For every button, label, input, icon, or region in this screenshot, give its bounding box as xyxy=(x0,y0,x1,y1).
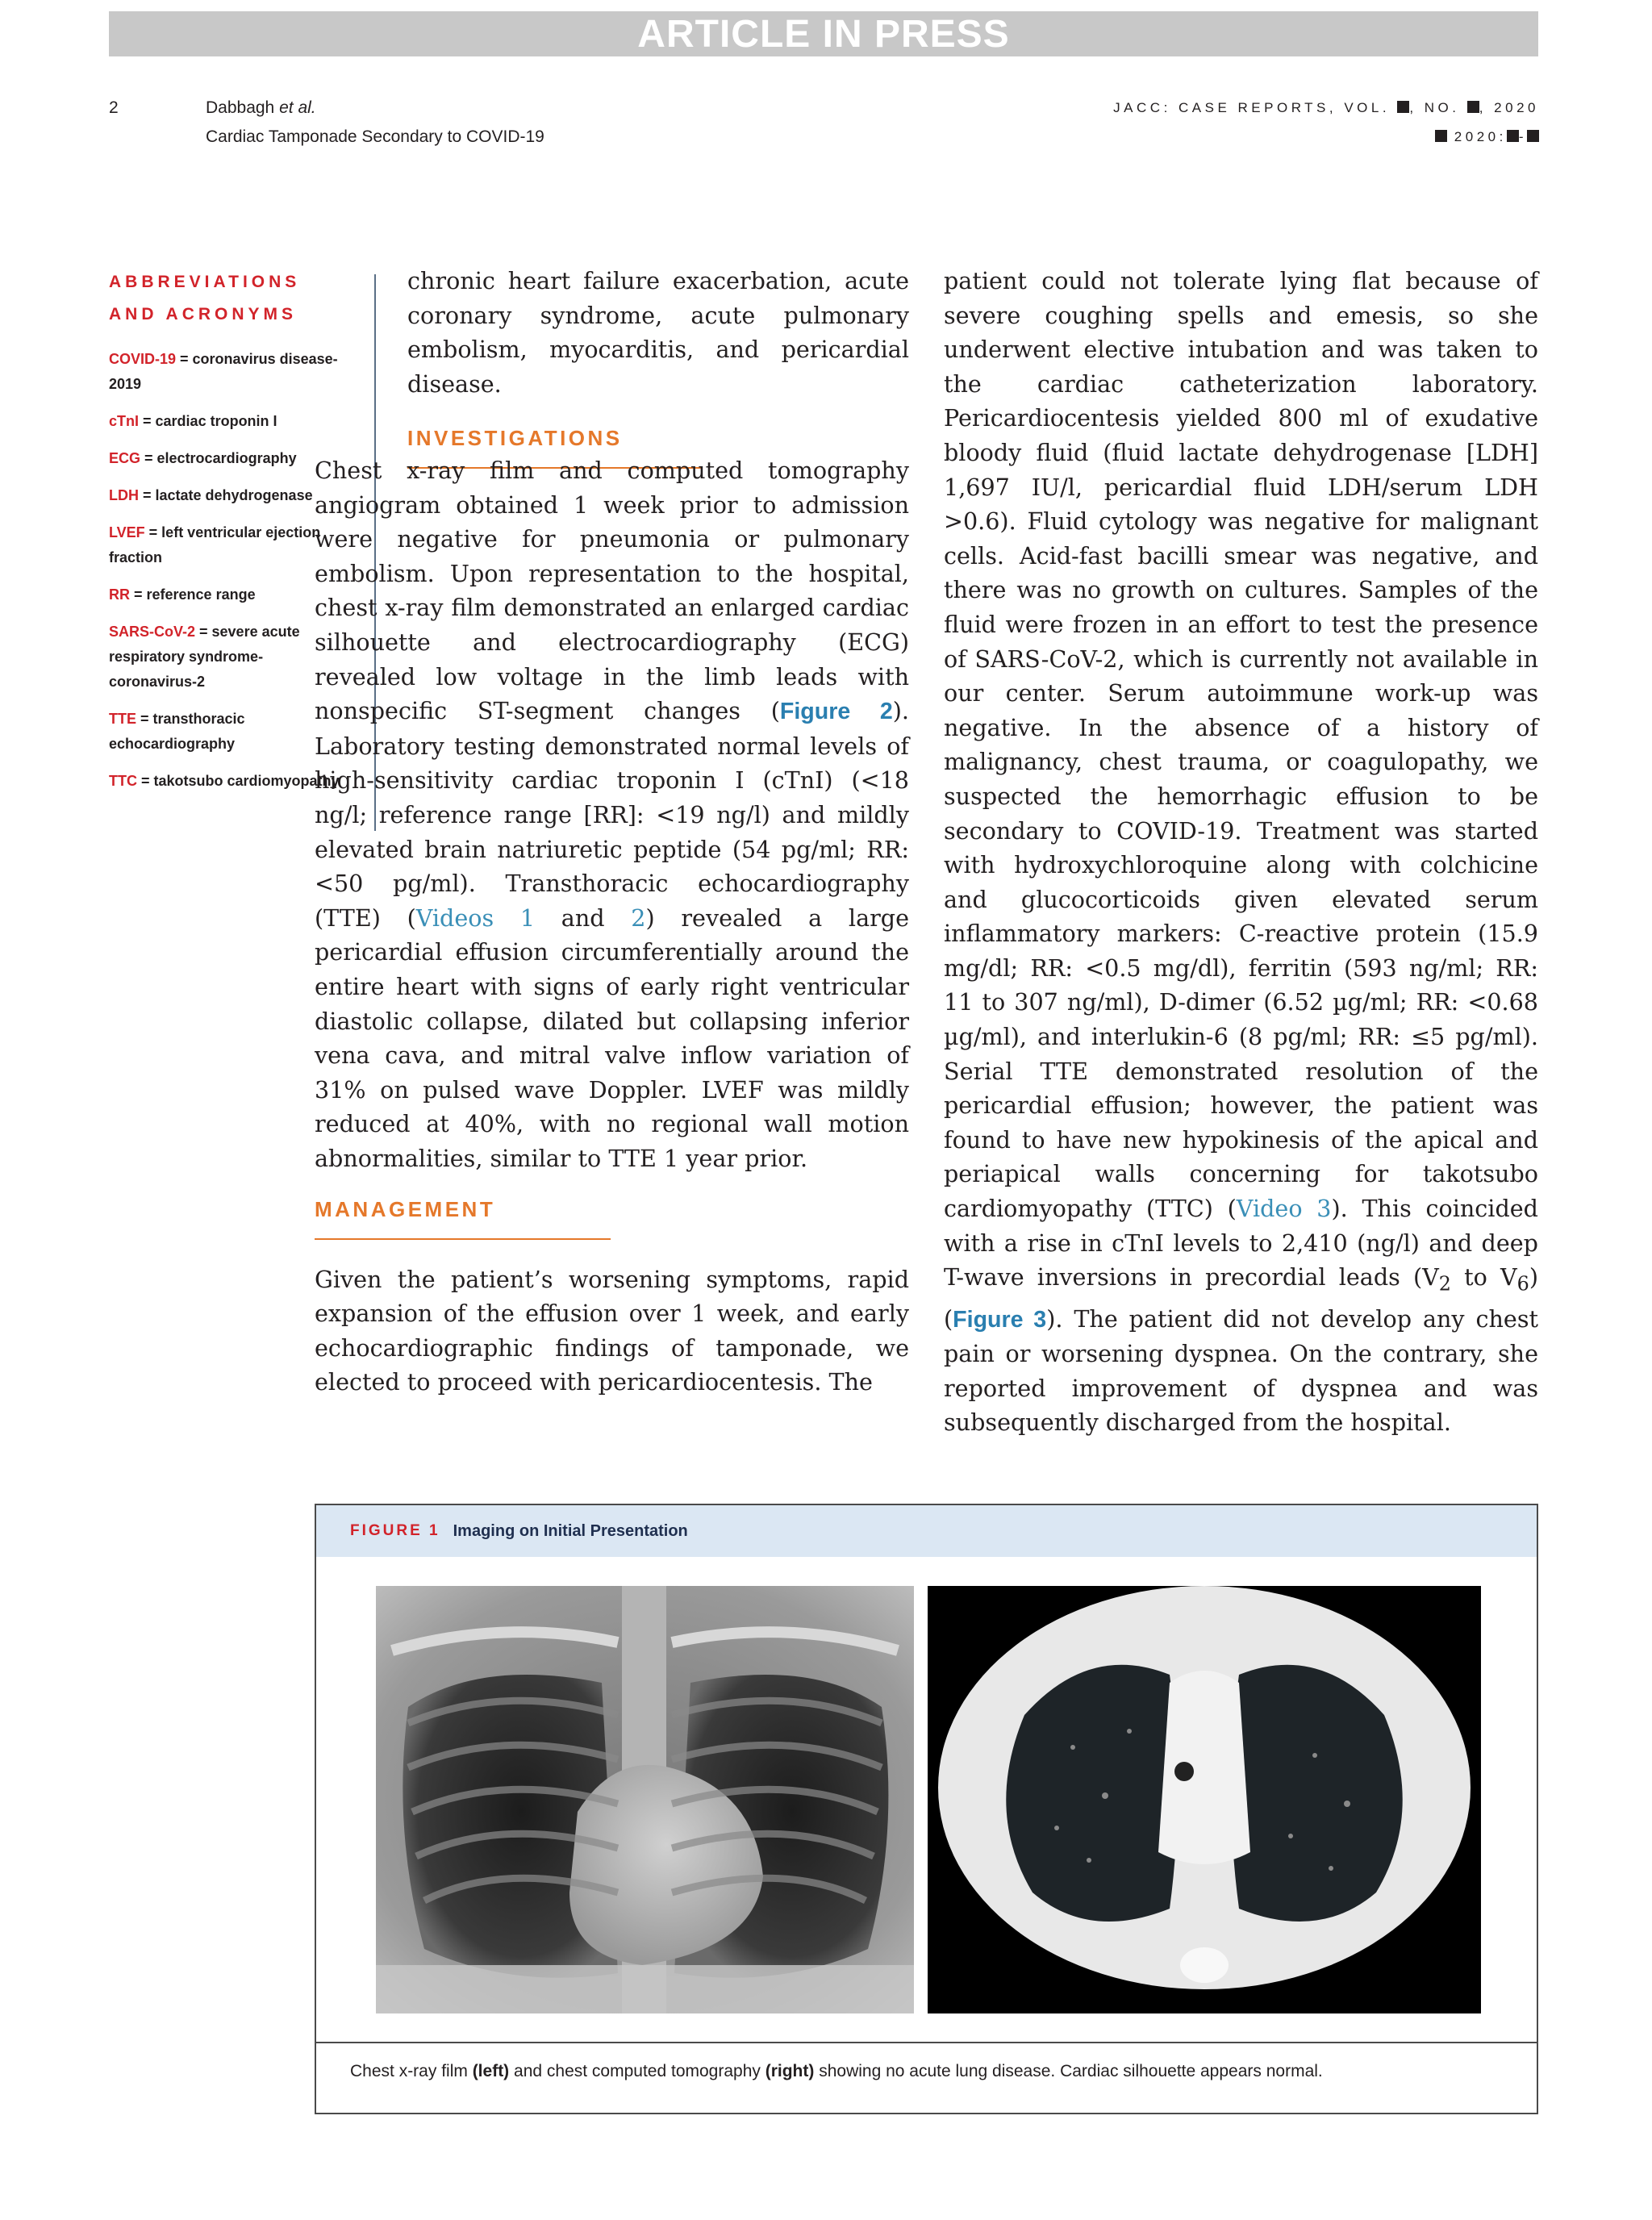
videos-1-link[interactable]: Videos 1 xyxy=(415,903,536,932)
abbreviation-term: RR xyxy=(109,586,130,603)
video-3-link[interactable]: Video 3 xyxy=(1236,1195,1332,1223)
abbreviation-definition: = coronavirus disease-2019 xyxy=(109,351,338,392)
date-year: 2020: xyxy=(1454,129,1507,144)
caption-divider xyxy=(316,2042,1537,2043)
volume-placeholder xyxy=(1397,101,1409,113)
journal-year: , 2020 xyxy=(1479,100,1539,115)
figure-1-header xyxy=(316,1505,1537,1557)
abbreviation-term: LVEF xyxy=(109,524,145,540)
abbreviation-term: cTnI xyxy=(109,413,140,429)
authors: Dabbagh xyxy=(206,98,275,117)
abbreviation-term: SARS-CoV-2 xyxy=(109,624,196,640)
chest-xray-image xyxy=(376,1586,914,2013)
management-section xyxy=(315,1192,909,1400)
investigations-heading: INVESTIGATIONS xyxy=(407,426,623,451)
running-title: Cardiac Tamponade Secondary to COVID-19 xyxy=(206,127,544,146)
management-heading: MANAGEMENT xyxy=(315,1197,496,1221)
column-1-top xyxy=(407,264,909,469)
abbreviation-definition: = reference range xyxy=(130,586,256,603)
page-dash: - xyxy=(1518,129,1527,144)
page-end-placeholder xyxy=(1527,130,1539,142)
abbreviation-term: LDH xyxy=(109,487,139,503)
management-paragraph: Given the patient’s worsening symptoms, rapid expansion of the effusion over 1 week, and early echocardiographic findings of tamponade, we elected to proceed with pericardiocentesis. The xyxy=(315,1265,909,1396)
abbreviation-term: COVID-19 xyxy=(109,351,177,367)
issue-placeholder xyxy=(1467,101,1479,113)
month-placeholder xyxy=(1435,130,1447,142)
figure-1-caption: Chest x-ray film (left) and chest computed tomography (right) showing no acute lung disease. Cardiac silhouette appears normal. xyxy=(350,2062,1323,2080)
figure-2-link[interactable]: Figure 2 xyxy=(779,699,893,725)
banner-text: ARTICLE IN PRESS xyxy=(637,12,1010,56)
figure-1-title: Imaging on Initial Presentation xyxy=(453,1521,688,1540)
abbreviation-definition: = electrocardiography xyxy=(140,450,297,466)
page-range xyxy=(1435,129,1539,145)
abbreviation-definition: = transthoracic echocardiography xyxy=(109,711,245,752)
abbreviation-definition: = severe acute respiratory syndrome-coronavirus-2 xyxy=(109,624,300,690)
abbreviation-term: TTC xyxy=(109,773,137,789)
figure-1-label: FIGURE 1 xyxy=(350,1522,440,1539)
author-line xyxy=(206,98,316,118)
figure-3-link[interactable]: Figure 3 xyxy=(953,1306,1047,1333)
page-start-placeholder xyxy=(1507,130,1519,142)
video-2-link[interactable]: 2 xyxy=(631,903,646,932)
page-number: 2 xyxy=(109,98,119,117)
et-al: et al. xyxy=(279,98,316,117)
journal-name: JACC: CASE REPORTS, VOL. xyxy=(1113,100,1391,115)
chest-ct-image xyxy=(928,1586,1481,2013)
figure-1 xyxy=(315,1504,1538,2114)
issue-label: , NO. xyxy=(1409,100,1460,115)
abbreviation-definition: = lactate dehydrogenase xyxy=(139,487,313,503)
abbreviation-definition: = left ventricular ejection fraction xyxy=(109,524,321,565)
abbreviations-title: ABBREVIATIONS AND ACRONYMS xyxy=(109,273,301,323)
journal-citation xyxy=(1113,100,1539,116)
abbreviation-definition: = cardiac troponin I xyxy=(139,413,277,429)
intro-paragraph: chronic heart failure exacerbation, acute coronary syndrome, acute pulmonary embolism, myocarditis, and pericardial disease. xyxy=(407,267,909,398)
investigations-paragraph: Chest x-ray film and computed tomography angiogram obtained 1 week prior to admission were negative for pneumonia or pulmonary embolism. Upon representation to the hospital, chest x-ray film demonstrated an enlarged cardiac silhouette and electrocardiography (ECG) revealed low voltage in the limb leads with nonspecific ST-segment changes (Figure 2). Laboratory testing demonstrated normal levels of high-sensitivity cardiac troponin I (cTnI) (<18 ng/l; reference range [RR]: <19 ng/l) and mildly elevated brain natriuretic peptide (54 pg/ml; RR: <50 pg/ml). Transthoracic echocardiography (TTE) (Videos 1 and 2) revealed a large pericardial effusion circumferentially around the entire heart with signs of early right ventricular diastolic collapse, dilated but collapsing inferior vena cava, and mitral valve inflow variation of 31% on pulsed wave Doppler. LVEF was mildly reduced at 40%, with no regional wall motion abnormalities, similar to TTE 1 year prior. xyxy=(315,457,910,1172)
abbreviation-term: TTE xyxy=(109,711,136,727)
abbreviation-item xyxy=(109,347,351,397)
column-2 xyxy=(944,264,1538,1440)
column-2-paragraph: patient could not tolerate lying flat because of severe coughing spells and emesis, so she underwent elective intubation and was taken to the cardiac catheterization laboratory. Pericardiocentesis yielded 800 ml of exudative bloody fluid (fluid lactate dehydrogenase [LDH] 1,697 IU/l, pericardial fluid LDH/serum LDH >0.6). Fluid cytology was negative for malignant cells. Acid-fast bacilli smear was negative, and there was no growth on cultures. Samples of the fluid were frozen in an effort to test the presence of SARS-CoV-2, which is currently not available in our center. Serum autoimmune work-up was negative. In the absence of a history of malignancy, chest trauma, or coagulopathy, we suspected the hemorrhagic effusion to be secondary to COVID-19. Treatment was started with hydroxychloroquine along with colchicine and glucocorticoids given elevated serum inflammatory markers: C-reactive protein (15.9 mg/dl; RR: <0.5 mg/dl), ferritin (593 ng/ml; RR: 11 to 307 ng/ml), D-dimer (6.52 µg/ml; RR: <0.68 µg/ml), and interlukin-6 (8 pg/ml; RR: ≤5 pg/ml). Serial TTE demonstrated resolution of the pericardial effusion; however, the patient was found to have new hypokinesis of the apical and periapical walls concerning for takotsubo cardiomyopathy (TTC) (Video 3). This coincided with a rise in cTnI levels to 2,410 (ng/l) and deep T-wave inversions in precordial leads ($V_2$ to $V_6$) (Figure 3). The patient did not develop any chest pain or worsening dyspnea. On the contrary, she reported improvement of dyspnea and was subsequently discharged from the hospital. xyxy=(944,267,1538,1437)
abbreviation-item xyxy=(109,409,351,434)
article-in-press-banner xyxy=(109,11,1538,56)
abbreviation-definition: = takotsubo cardiomyopathy xyxy=(137,773,340,789)
abbreviation-term: ECG xyxy=(109,450,141,466)
